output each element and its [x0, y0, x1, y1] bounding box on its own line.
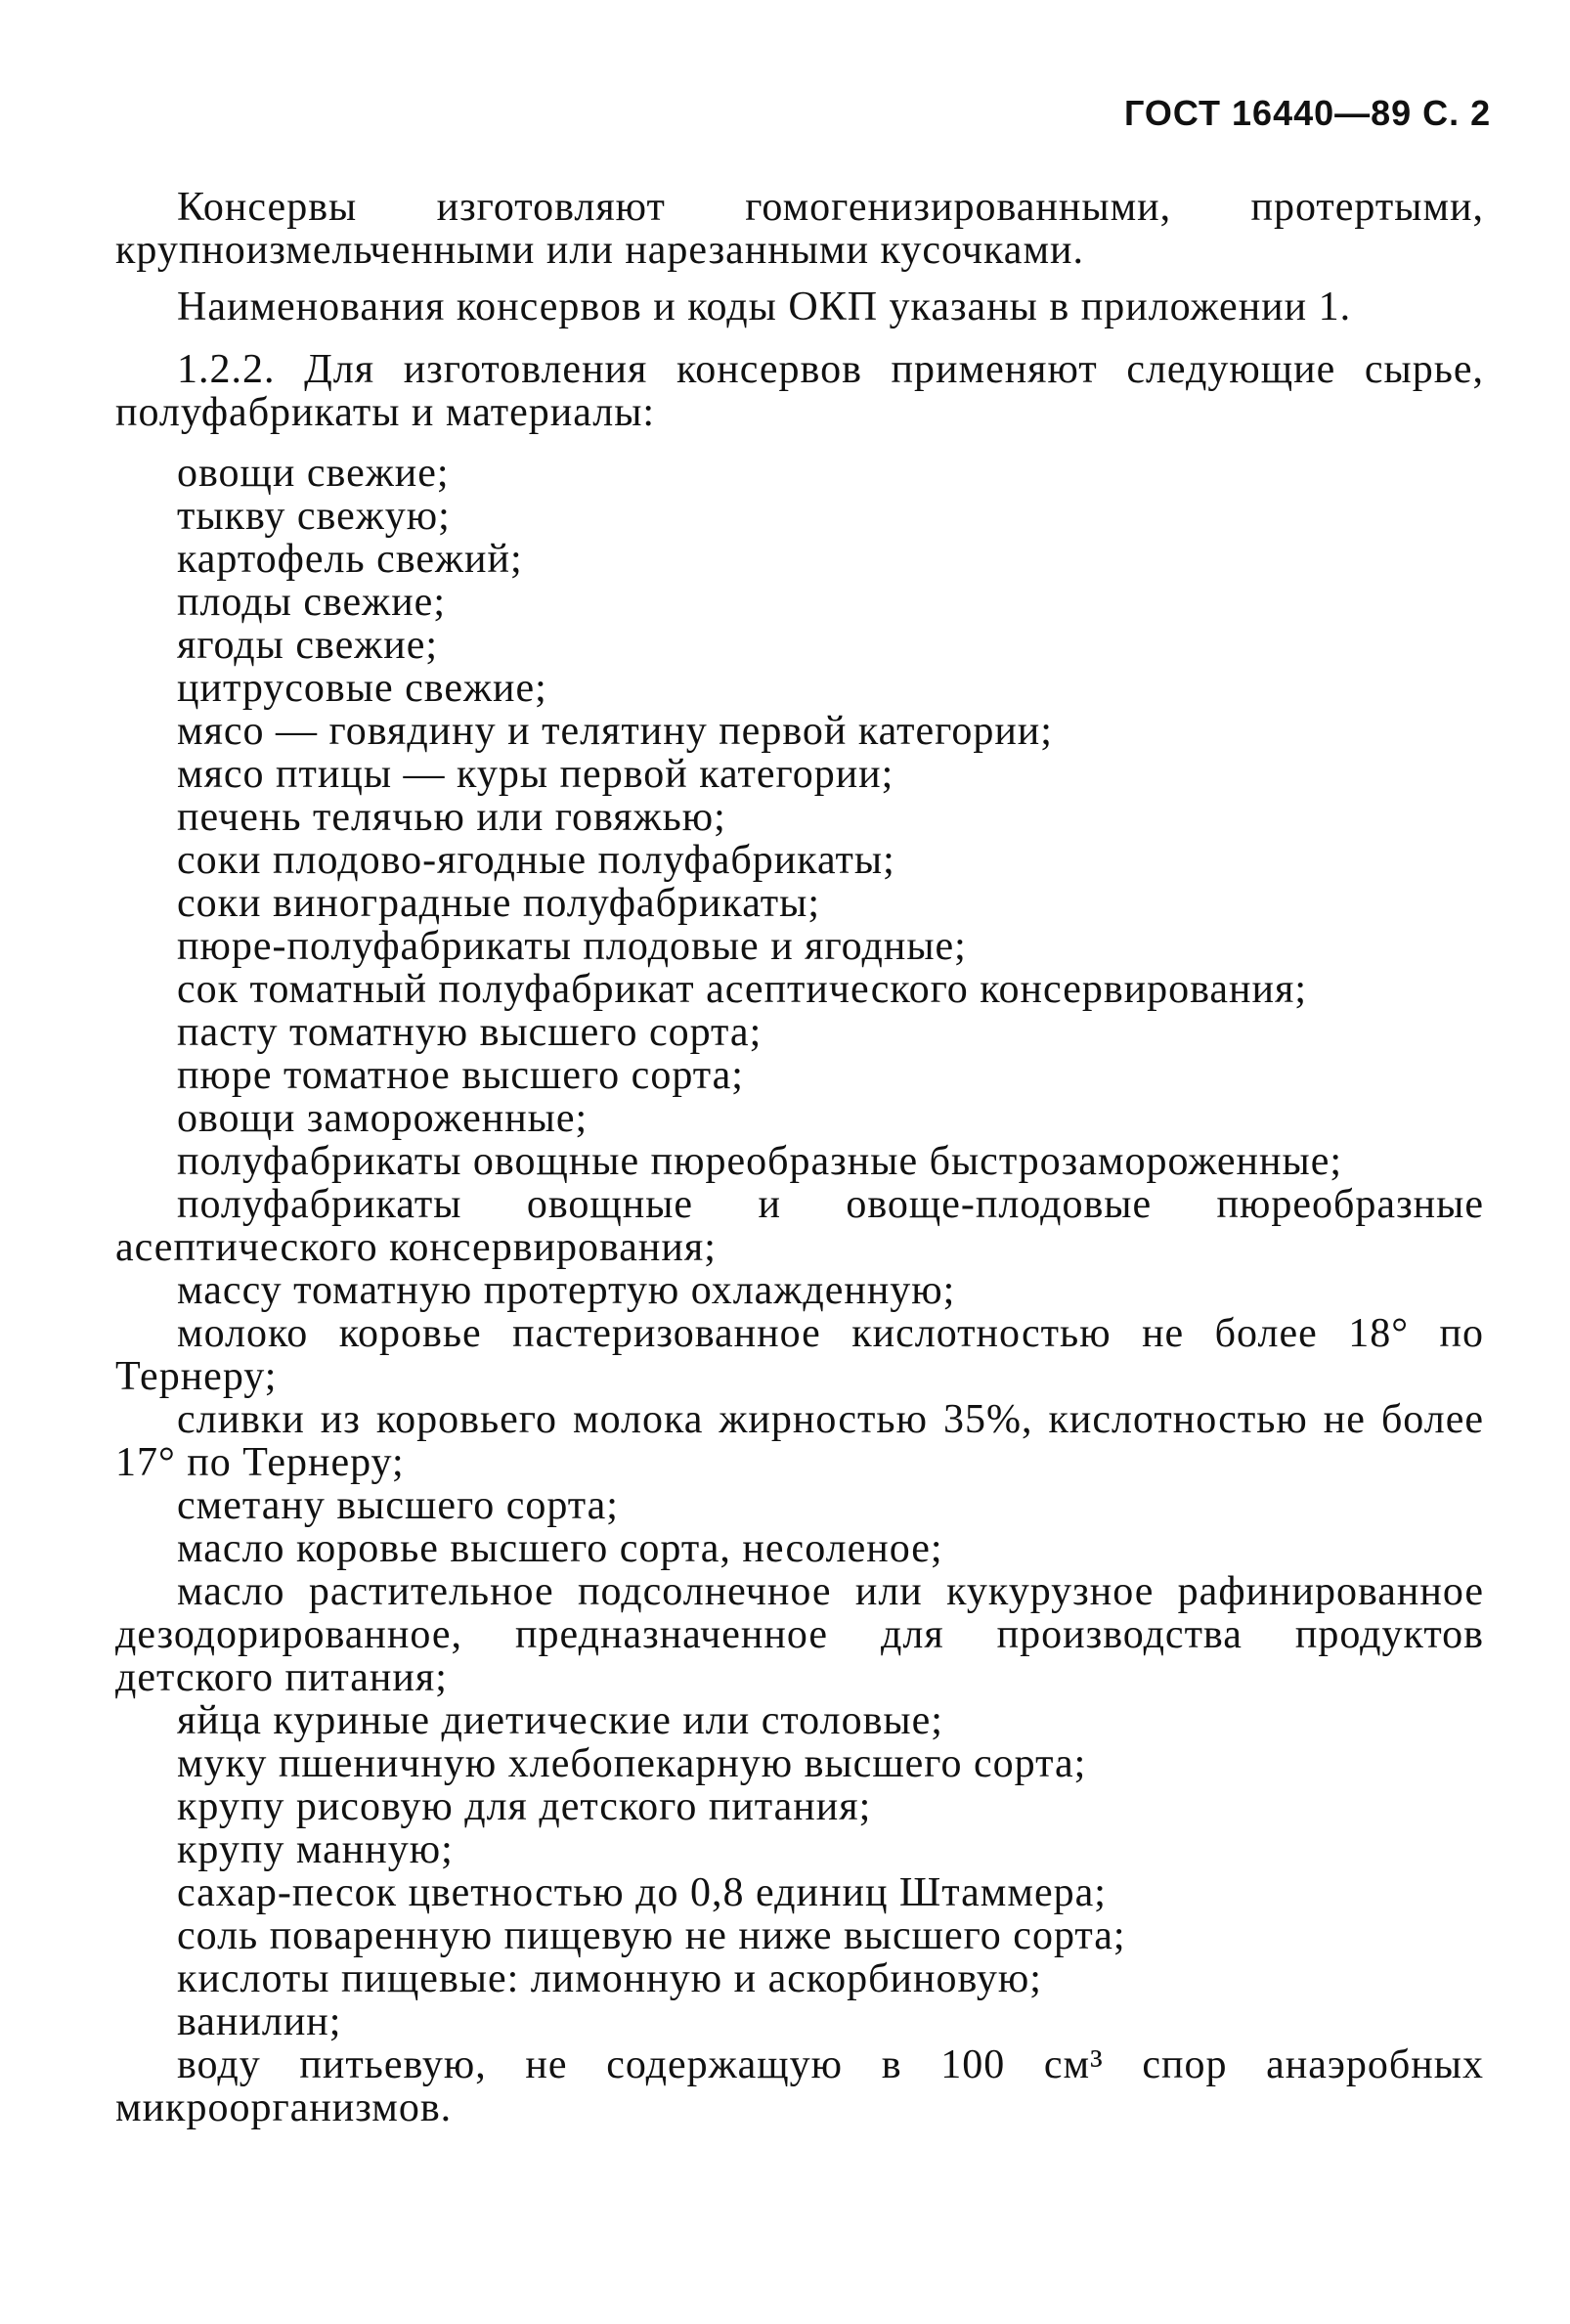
document-reference-header: ГОСТ 16440—89 С. 2 [1124, 93, 1492, 133]
list-item: кислоты пищевые: лимонную и аскорбиновую; [177, 1956, 1042, 2001]
list-item: пюре томатное высшего сорта; [177, 1053, 744, 1098]
paragraph-production-forms: Консервы изготовляют гомогенизированными, протертыми, крупноизмельченными или нарезанными кусочками. [115, 185, 1484, 273]
list-item: тыкву свежую; [177, 494, 451, 539]
list-item: соки плодово-ягодные полуфабрикаты; [177, 838, 895, 883]
list-item: пасту томатную высшего сорта; [177, 1010, 763, 1055]
list-item: полуфабрикаты овощные и овоще-плодовые пюреобразные асептического консервирования; [115, 1182, 1484, 1270]
list-item: ягоды свежие; [177, 623, 439, 668]
list-item: сметану высшего сорта; [177, 1483, 619, 1528]
raw-materials-list [115, 452, 1484, 2129]
list-item: печень телячью или говяжью; [177, 795, 726, 840]
list-item: сливки из коровьего молока жирностью 35%, кислотностью не более 17° по Тернеру; [115, 1397, 1484, 1485]
list-item: соль поваренную пищевую не ниже высшего сорта; [177, 1913, 1126, 1958]
list-item: молоко коровье пастеризованное кислотностью не более 18° по Тернеру; [115, 1311, 1484, 1399]
list-item: картофель свежий; [177, 537, 523, 582]
list-item: масло коровье высшего сорта, несоленое; [177, 1526, 943, 1571]
list-item: мясо — говядину и телятину первой категории; [177, 709, 1053, 754]
list-item: массу томатную протертую охлажденную; [177, 1268, 956, 1313]
list-item: масло растительное подсолнечное или кукурузное рафинированное дезодорированное, предназначенное для производства продуктов детского питания; [115, 1569, 1484, 1700]
document-body [115, 186, 1484, 2129]
list-item: ванилин; [177, 1999, 342, 2044]
list-item: мясо птицы — куры первой категории; [177, 752, 894, 797]
list-item: цитрусовые свежие; [177, 666, 547, 711]
list-item: соки виноградные полуфабрикаты; [177, 881, 820, 926]
list-item: полуфабрикаты овощные пюреобразные быстрозамороженные; [177, 1139, 1343, 1184]
list-item: плоды свежие; [177, 580, 446, 625]
list-item: сок томатный полуфабрикат асептического консервирования; [177, 967, 1307, 1012]
list-item: овощи замороженные; [177, 1096, 589, 1141]
list-item: муку пшеничную хлебопекарную высшего сорта; [177, 1741, 1087, 1786]
list-item: крупу рисовую для детского питания; [177, 1784, 872, 1829]
list-item: овощи свежие; [177, 451, 450, 496]
list-item: пюре-полуфабрикаты плодовые и ягодные; [177, 924, 967, 969]
paragraph-raw-materials-intro: 1.2.2. Для изготовления консервов применяют следующие сырье, полуфабрикаты и материалы: [115, 347, 1484, 435]
paragraph-product-names: Наименования консервов и коды ОКП указаны в приложении 1. [177, 285, 1352, 329]
list-item: сахар-песок цветностью до 0,8 единиц Штаммера; [177, 1870, 1107, 1915]
list-item: яйца куриные диетические или столовые; [177, 1698, 943, 1743]
list-item: воду питьевую, не содержащую в 100 см³ спор анаэробных микроорганизмов. [115, 2042, 1484, 2130]
list-item: крупу манную; [177, 1827, 454, 1872]
